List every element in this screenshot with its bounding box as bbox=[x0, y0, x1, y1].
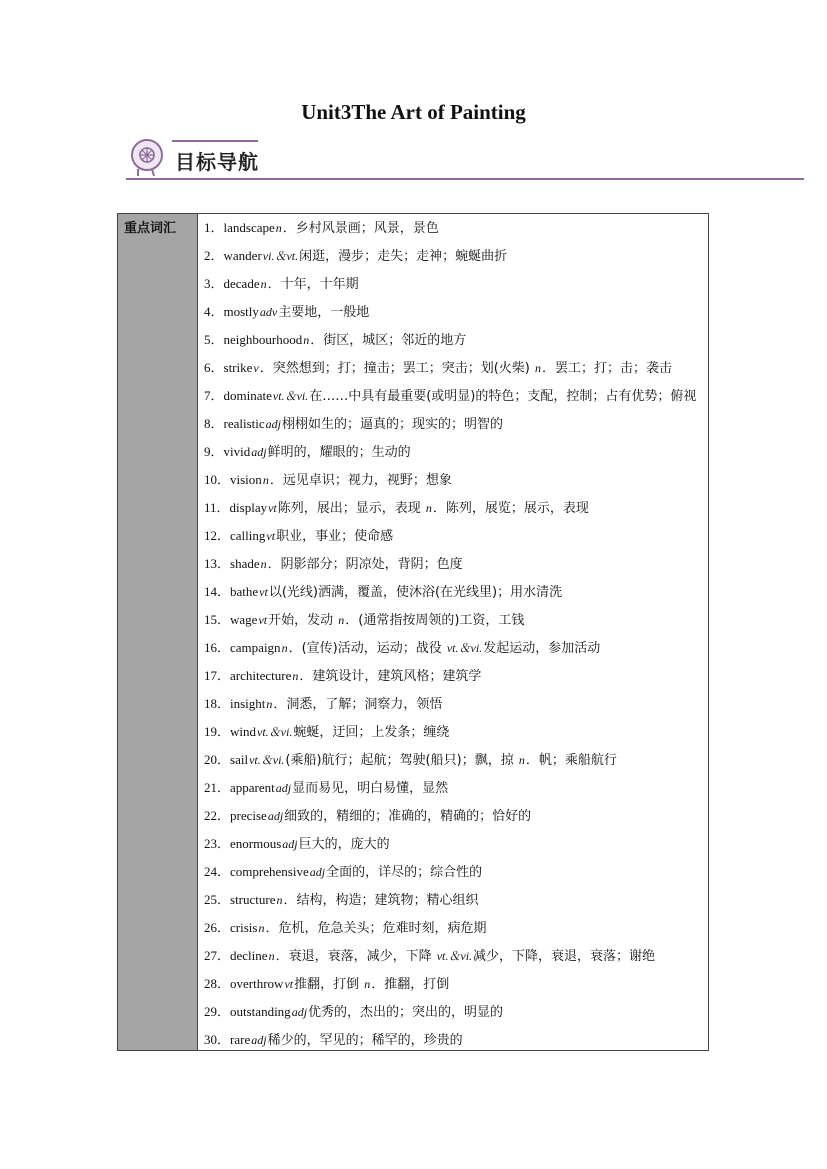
item-word: comprehensive bbox=[230, 864, 309, 879]
item-word: strike bbox=[223, 360, 253, 375]
category-cell bbox=[118, 214, 198, 1050]
item-number: 23． bbox=[204, 836, 231, 851]
item-part-of-speech: adj bbox=[265, 417, 282, 431]
item-number: 3． bbox=[204, 276, 224, 291]
item-number: 10． bbox=[204, 472, 231, 487]
item-part-of-speech: n bbox=[258, 921, 265, 935]
item-definition: ．建筑设计，建筑风格；建筑学 bbox=[299, 669, 482, 684]
list-item bbox=[204, 746, 706, 774]
list-item bbox=[204, 494, 706, 522]
item-part-of-speech: adv bbox=[259, 305, 278, 319]
item-part-of-speech: n bbox=[425, 501, 432, 515]
list-item bbox=[204, 606, 706, 634]
page-title: Unit3The Art of Painting bbox=[301, 100, 526, 124]
item-definition: ．阴影部分；阴凉处，背阴；色度 bbox=[267, 557, 463, 572]
list-item bbox=[204, 942, 706, 970]
item-definition: 发起运动，参加活动 bbox=[483, 641, 601, 656]
item-number: 6． bbox=[204, 360, 224, 375]
item-definition: 推翻，打倒 bbox=[294, 977, 360, 992]
item-part-of-speech: adj bbox=[251, 445, 267, 459]
item-definition: ．陈列，展览；展示，表现 bbox=[432, 501, 589, 516]
item-word: wage bbox=[230, 612, 258, 627]
section-label: 目标导航 bbox=[175, 150, 259, 174]
item-part-of-speech: adj bbox=[275, 781, 292, 795]
item-definition: 以(光线)洒满，覆盖，使沐浴(在光线里)；用水清洗 bbox=[268, 585, 563, 600]
item-part-of-speech: n bbox=[260, 277, 267, 291]
list-item bbox=[204, 634, 706, 662]
item-part-of-speech: n bbox=[268, 949, 275, 963]
item-part-of-speech: adj bbox=[267, 809, 284, 823]
item-number: 28． bbox=[204, 976, 231, 991]
item-definition: ．洞悉，了解；洞察力，领悟 bbox=[273, 697, 443, 712]
item-number: 11． bbox=[204, 500, 230, 515]
list-item bbox=[204, 690, 706, 718]
item-part-of-speech: n bbox=[275, 221, 282, 235]
item-definition: ．十年，十年期 bbox=[267, 277, 359, 292]
item-word: mostly bbox=[223, 304, 259, 319]
item-definition: ．(宣传)活动，运动；战役 bbox=[288, 641, 442, 656]
item-number: 12． bbox=[204, 528, 231, 543]
item-word: landscape bbox=[223, 220, 275, 235]
item-definition: 职业，事业；使命感 bbox=[276, 529, 394, 544]
item-word: dominate bbox=[223, 388, 272, 403]
item-word: realistic bbox=[223, 416, 265, 431]
item-number: 30． bbox=[204, 1032, 231, 1047]
list-item bbox=[204, 998, 706, 1026]
list-item bbox=[204, 326, 706, 354]
item-part-of-speech: n bbox=[281, 641, 288, 655]
item-number: 24． bbox=[204, 864, 231, 879]
item-number: 26． bbox=[204, 920, 231, 935]
list-item bbox=[204, 298, 706, 326]
header-rule bbox=[126, 178, 804, 180]
item-definition: ．衰退，衰落，减少，下降 bbox=[275, 949, 432, 964]
list-item bbox=[204, 354, 706, 382]
list-item bbox=[204, 830, 706, 858]
list-item bbox=[204, 718, 706, 746]
list-item bbox=[204, 802, 706, 830]
item-definition: 栩栩如生的；逼真的；现实的；明智的 bbox=[282, 417, 504, 432]
item-part-of-speech: vt.＆vi. bbox=[272, 389, 309, 403]
item-definition: 在……中具有最重要(或明显)的特色；支配，控制；占有优势；俯视 bbox=[309, 389, 697, 404]
vocabulary-table bbox=[117, 213, 709, 1051]
list-item bbox=[204, 522, 706, 550]
item-part-of-speech: adj bbox=[282, 837, 298, 851]
item-word: decade bbox=[223, 276, 260, 291]
vocabulary-list bbox=[204, 214, 706, 1054]
item-definition: (乘船)航行；起航；驾驶(船只)；飘，掠 bbox=[285, 753, 514, 768]
item-number: 14． bbox=[204, 584, 231, 599]
header-top-rule bbox=[172, 140, 258, 142]
item-word: wander bbox=[223, 248, 262, 263]
item-definition: ．远见卓识；视力，视野；想象 bbox=[269, 473, 452, 488]
item-part-of-speech: vt bbox=[268, 501, 277, 515]
item-definition: ．推翻，打倒 bbox=[371, 977, 450, 992]
list-item bbox=[204, 270, 706, 298]
item-definition: 蜿蜒，迂回；上发条；缠绕 bbox=[293, 725, 450, 740]
item-word: structure bbox=[230, 892, 276, 907]
list-item bbox=[204, 466, 706, 494]
list-item bbox=[204, 382, 706, 410]
item-part-of-speech: vt.＆vi. bbox=[257, 725, 293, 739]
item-part-of-speech: vt.＆vi. bbox=[249, 753, 285, 767]
item-part-of-speech: vt.＆vi. bbox=[436, 949, 473, 963]
item-number: 21． bbox=[204, 780, 231, 795]
item-number: 18． bbox=[204, 696, 231, 711]
item-number: 2． bbox=[204, 248, 224, 263]
item-definition: 开始，发动 bbox=[268, 613, 334, 628]
item-part-of-speech: n bbox=[535, 361, 542, 375]
category-label: 重点词汇 bbox=[124, 221, 177, 236]
list-item bbox=[204, 214, 706, 242]
item-word: architecture bbox=[230, 668, 292, 683]
item-word: rare bbox=[230, 1032, 251, 1047]
item-word: bathe bbox=[230, 584, 259, 599]
list-item bbox=[204, 438, 706, 466]
item-definition: 主要地，一般地 bbox=[278, 305, 370, 320]
item-word: enormous bbox=[230, 836, 282, 851]
item-number: 27． bbox=[204, 948, 231, 963]
item-part-of-speech: n bbox=[276, 893, 283, 907]
item-word: calling bbox=[230, 528, 266, 543]
list-item bbox=[204, 914, 706, 942]
item-part-of-speech: vt bbox=[266, 529, 276, 543]
item-word: campaign bbox=[230, 640, 281, 655]
item-word: precise bbox=[230, 808, 267, 823]
item-definition: ．帆；乘船航行 bbox=[525, 753, 617, 768]
item-definition: 优秀的，杰出的；突出的，明显的 bbox=[308, 1005, 504, 1020]
item-definition: 陈列，展出；显示，表现 bbox=[277, 501, 421, 516]
item-word: shade bbox=[230, 556, 260, 571]
item-definition: 细致的，精细的；准确的，精确的；恰好的 bbox=[284, 809, 532, 824]
item-word: crisis bbox=[230, 920, 258, 935]
item-number: 5． bbox=[204, 332, 224, 347]
item-number: 4． bbox=[204, 304, 224, 319]
item-word: vision bbox=[230, 472, 262, 487]
item-part-of-speech: vt bbox=[258, 613, 268, 627]
item-definition: 全面的，详尽的；综合性的 bbox=[326, 865, 483, 880]
item-word: display bbox=[229, 500, 268, 515]
item-part-of-speech: adj bbox=[309, 865, 326, 879]
item-part-of-speech: vt bbox=[284, 977, 294, 991]
item-word: wind bbox=[230, 724, 257, 739]
item-number: 29． bbox=[204, 1004, 231, 1019]
item-part-of-speech: n bbox=[303, 333, 310, 347]
list-item bbox=[204, 410, 706, 438]
list-item bbox=[204, 774, 706, 802]
item-part-of-speech: vi.＆vt. bbox=[262, 249, 299, 263]
item-definition: ．罢工；打；击；袭击 bbox=[542, 361, 673, 376]
item-number: 22． bbox=[204, 808, 231, 823]
item-part-of-speech: n bbox=[338, 613, 345, 627]
item-part-of-speech: adj bbox=[291, 1005, 308, 1019]
item-number: 16． bbox=[204, 640, 231, 655]
item-part-of-speech: n bbox=[266, 697, 273, 711]
item-number: 8． bbox=[204, 416, 224, 431]
item-part-of-speech: n bbox=[262, 473, 269, 487]
item-definition: ．结构，构造；建筑物；精心组织 bbox=[283, 893, 479, 908]
item-number: 13． bbox=[204, 556, 231, 571]
item-number: 19． bbox=[204, 724, 231, 739]
list-item bbox=[204, 1026, 706, 1054]
item-word: overthrow bbox=[230, 976, 284, 991]
item-word: insight bbox=[230, 696, 266, 711]
item-definition: ．乡村风景画；风景，景色 bbox=[282, 221, 439, 236]
item-definition: 减少，下降，衰退，衰落；谢绝 bbox=[473, 949, 656, 964]
item-definition: 鲜明的，耀眼的；生动的 bbox=[267, 445, 411, 460]
list-item bbox=[204, 550, 706, 578]
brain-head-icon bbox=[128, 138, 166, 178]
item-number: 25． bbox=[204, 892, 231, 907]
list-item bbox=[204, 662, 706, 690]
item-word: decline bbox=[230, 948, 268, 963]
item-part-of-speech: n bbox=[260, 557, 267, 571]
item-part-of-speech: n bbox=[364, 977, 371, 991]
item-word: vivid bbox=[223, 444, 251, 459]
item-part-of-speech: vt bbox=[259, 585, 268, 599]
list-item bbox=[204, 858, 706, 886]
item-definition: 巨大的，庞大的 bbox=[298, 837, 390, 852]
item-word: apparent bbox=[230, 780, 275, 795]
item-part-of-speech: n bbox=[518, 753, 525, 767]
item-definition: 显而易见，明白易懂，显然 bbox=[292, 781, 449, 796]
item-definition: ．街区，城区；邻近的地方 bbox=[310, 333, 467, 348]
item-definition: ．(通常指按周领的)工资，工钱 bbox=[345, 613, 525, 628]
item-number: 20． bbox=[204, 752, 231, 767]
item-part-of-speech: adj bbox=[251, 1033, 267, 1047]
item-number: 15． bbox=[204, 612, 231, 627]
item-part-of-speech: v bbox=[253, 361, 259, 375]
list-item bbox=[204, 578, 706, 606]
list-item bbox=[204, 970, 706, 998]
list-item bbox=[204, 886, 706, 914]
item-word: neighbourhood bbox=[223, 332, 303, 347]
section-header bbox=[126, 138, 804, 182]
item-number: 17． bbox=[204, 668, 231, 683]
item-definition: ．危机，危急关头；危难时刻，病危期 bbox=[265, 921, 487, 936]
item-word: outstanding bbox=[230, 1004, 291, 1019]
item-number: 9． bbox=[204, 444, 224, 459]
item-definition: ．突然想到；打；撞击；罢工；突击；划(火柴) bbox=[259, 361, 530, 376]
item-definition: 稀少的，罕见的；稀罕的，珍贵的 bbox=[267, 1033, 463, 1048]
item-number: 7． bbox=[204, 388, 224, 403]
list-item bbox=[204, 242, 706, 270]
item-definition: 闲逛，漫步；走失；走神；蜿蜒曲折 bbox=[299, 249, 508, 264]
item-part-of-speech: vt.＆vi. bbox=[446, 641, 483, 655]
item-part-of-speech: n bbox=[292, 669, 299, 683]
item-number: 1． bbox=[204, 220, 224, 235]
item-word: sail bbox=[230, 752, 249, 767]
